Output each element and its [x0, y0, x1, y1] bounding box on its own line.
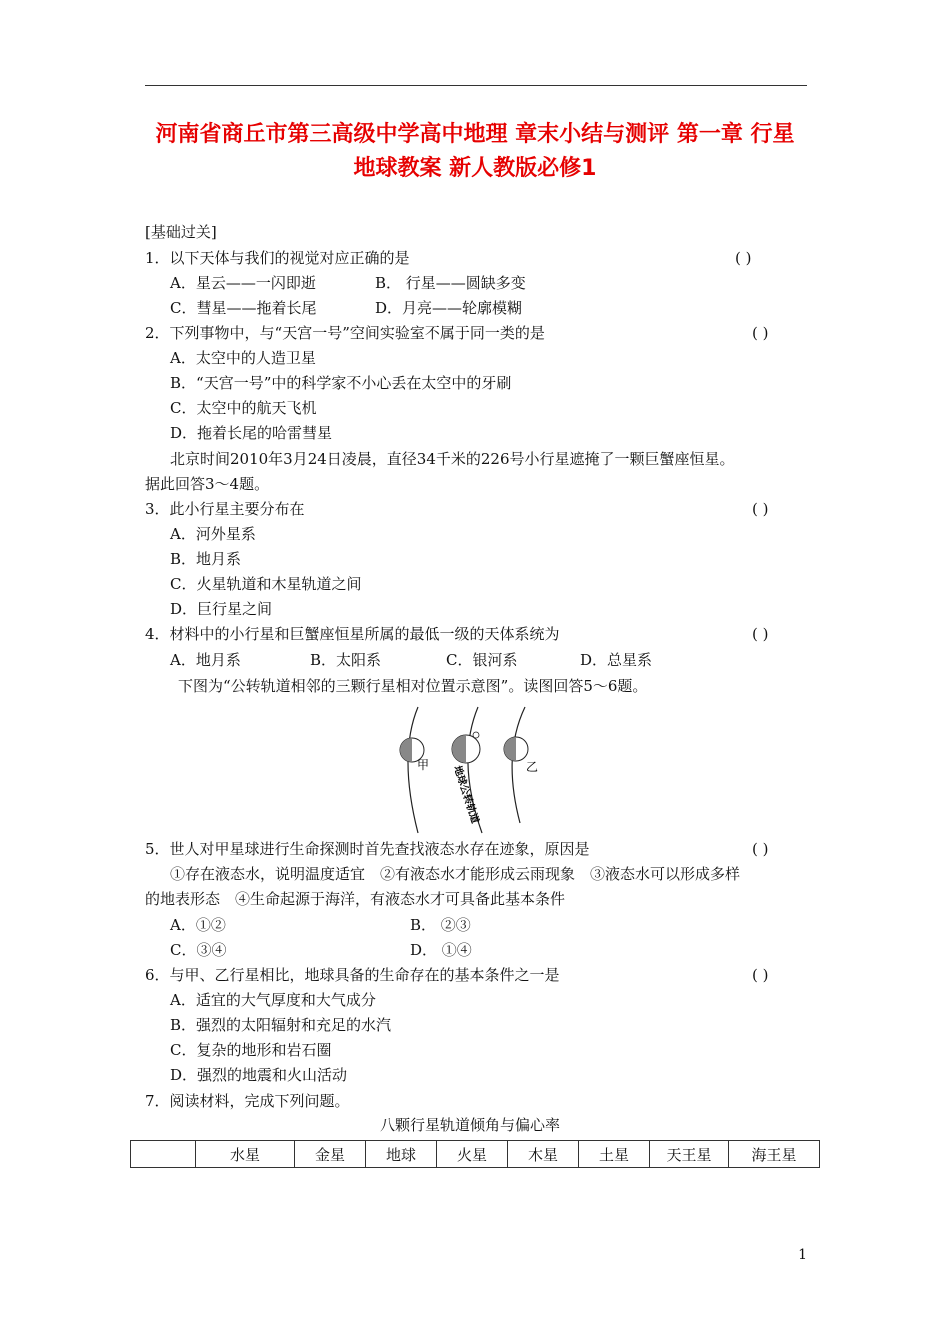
label-jia: 甲	[417, 758, 430, 772]
q2-option-b: B．“天宫一号”中的科学家不小心丢在太空中的牙刷	[170, 374, 512, 392]
q4-answer-blank: ( )	[752, 625, 769, 643]
q1-option-c: C．彗星——拖着长尾	[170, 299, 317, 317]
table-header-cell: 土星	[579, 1141, 650, 1168]
q4-option-b: B．太阳系	[310, 651, 382, 669]
q5-option-b: B． ②③	[410, 916, 471, 934]
material-1: 北京时间2010年3月24日凌晨，直径34千米的226号小行星遮掩了一颗巨蟹座恒星。	[170, 450, 735, 468]
q6-answer-blank: ( )	[752, 966, 769, 984]
q3-option-b: B．地月系	[170, 550, 242, 568]
moon-icon	[473, 732, 479, 738]
q2-answer-blank: ( )	[752, 324, 769, 342]
q6-option-b: B．强烈的太阳辐射和充足的水汽	[170, 1016, 392, 1034]
q5-option-a: A．①②	[170, 916, 226, 934]
earth-orbit-label: 地球公转轨道	[451, 764, 481, 825]
q1-option-a: A．星云——一闪即逝	[170, 274, 316, 292]
q5-stem: 5．世人对甲星球进行生命探测时首先查找液态水存在迹象，原因是	[145, 840, 590, 858]
planet-orbit-table	[130, 1140, 820, 1168]
q6-option-c: C．复杂的地形和岩石圈	[170, 1041, 332, 1059]
q4-stem: 4．材料中的小行星和巨蟹座恒星所属的最低一级的天体系统为	[145, 625, 560, 643]
header-rule	[145, 85, 807, 86]
planet-orbit-diagram	[390, 705, 570, 835]
q3-answer-blank: ( )	[752, 500, 769, 518]
table-header-cell: 天王星	[650, 1141, 729, 1168]
q4-option-a: A．地月系	[170, 651, 241, 669]
q1-stem: 1．以下天体与我们的视觉对应正确的是	[145, 249, 410, 267]
material-1-continued: 据此回答3～4题。	[145, 475, 270, 493]
q6-option-a: A．适宜的大气厚度和大气成分	[170, 991, 376, 1009]
q1-answer-blank: ( )	[735, 249, 752, 267]
q4-option-d: D．总星系	[580, 651, 653, 669]
orbit-arc-outer	[512, 707, 525, 823]
q6-option-d: D．强烈的地震和火山活动	[170, 1066, 348, 1084]
q7-stem: 7．阅读材料，完成下列问题。	[145, 1092, 350, 1110]
q5-answer-blank: ( )	[752, 840, 769, 858]
q3-option-a: A．河外星系	[170, 525, 256, 543]
table-header-cell: 木星	[508, 1141, 579, 1168]
q3-option-c: C．火星轨道和木星轨道之间	[170, 575, 362, 593]
q3-stem: 3．此小行星主要分布在	[145, 500, 305, 518]
table-header-cell: 海王星	[729, 1141, 820, 1168]
table-header-row	[131, 1141, 820, 1168]
section-heading: [基础过关]	[145, 223, 217, 241]
planet-earth	[452, 732, 480, 763]
table-header-cell: 火星	[437, 1141, 508, 1168]
table-title: 八颗行星轨道倾角与偏心率	[380, 1116, 561, 1134]
document-title-line1: 河南省商丘市第三高级中学高中地理 章末小结与测评 第一章 行星	[155, 122, 795, 147]
table-header-cell: 金星	[295, 1141, 366, 1168]
q1-option-b: B． 行星——圆缺多变	[375, 274, 526, 292]
table-header-cell: 水星	[196, 1141, 295, 1168]
table-header-cell: 地球	[366, 1141, 437, 1168]
q5-option-d: D． ①④	[410, 941, 472, 959]
page-number: 1	[798, 1247, 807, 1263]
q2-option-d: D．拖着长尾的哈雷彗星	[170, 424, 333, 442]
material-2: 下图为“公转轨道相邻的三颗行星相对位置示意图”。读图回答5～6题。	[178, 677, 648, 695]
q2-option-c: C．太空中的航天飞机	[170, 399, 317, 417]
q5-statements-line2: 的地表形态 ④生命起源于海洋，有液态水才可具备此基本条件	[145, 890, 566, 908]
planet-yi	[504, 737, 528, 761]
q3-option-d: D．巨行星之间	[170, 600, 273, 618]
q2-option-a: A．太空中的人造卫星	[170, 349, 316, 367]
q1-option-d: D．月亮——轮廓模糊	[375, 299, 523, 317]
q5-option-c: C．③④	[170, 941, 227, 959]
q4-option-c: C．银河系	[446, 651, 518, 669]
document-title-line2: 地球教案 新人教版必修1	[353, 156, 597, 181]
q6-stem: 6．与甲、乙行星相比，地球具备的生命存在的基本条件之一是	[145, 966, 560, 984]
q5-statements-line1: ①存在液态水，说明温度适宜 ②有液态水才能形成云雨现象 ③液态水可以形成多样	[170, 865, 741, 883]
label-yi: 乙	[526, 760, 539, 774]
q2-stem: 2．下列事物中，与“天宫一号”空间实验室不属于同一类的是	[145, 324, 545, 342]
table-header-cell	[131, 1141, 196, 1168]
